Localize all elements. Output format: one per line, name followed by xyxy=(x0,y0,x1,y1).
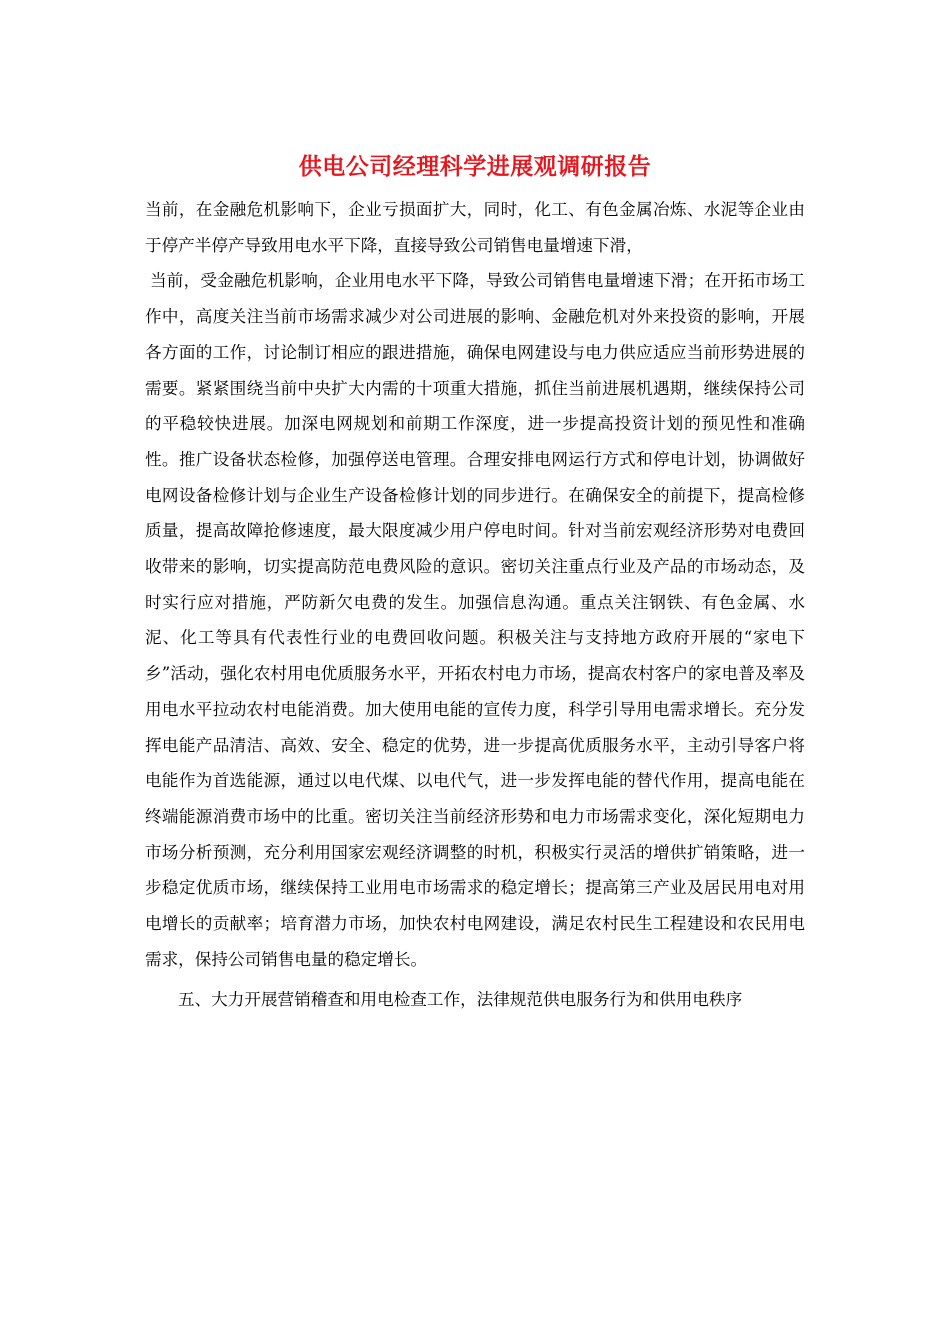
document-body xyxy=(145,192,805,1018)
paragraph-2: 当前，受金融危机影响，企业用电水平下降，导致公司销售电量增速下滑；在开拓市场工作中，高度关注当前市场需求减少对公司进展的影响、金融危机对外来投资的影响，开展各方面的工作，讨论制订相应的跟进措施，确保电网建设与电力供应适应当前形势进展的需要。紧紧围绕当前中央扩大内需的十项重大措施，抓住当前进展机遇期，继续保持公司的平稳较快进展。加深电网规划和前期工作深度，进一步提高投资计划的预见性和准确性。推广设备状态检修，加强停送电管理。合理安排电网运行方式和停电计划，协调做好电网设备检修计划与企业生产设备检修计划的同步进行。在确保安全的前提下，提高检修质量，提高故障抢修速度，最大限度减少用户停电时间。针对当前宏观经济形势对电费回收带来的影响，切实提高防范电费风险的意识。密切关注重点行业及产品的市场动态，及时实行应对措施，严防新欠电费的发生。加强信息沟通。重点关注钢铁、有色金属、水泥、化工等具有代表性行业的电费回收问题。积极关注与支持地方政府开展的“家电下乡”活动，强化农村用电优质服务水平，开拓农村电力市场，提高农村客户的家电普及率及用电水平拉动农村电能消费。加大使用电能的宣传力度，科学引导用电需求增长。充分发挥电能产品清洁、高效、安全、稳定的优势，进一步提高优质服务水平，主动引导客户将电能作为首选能源，通过以电代煤、以电代气，进一步发挥电能的替代作用，提高电能在终端能源消费市场中的比重。密切关注当前经济形势和电力市场需求变化，深化短期电力市场分析预测，充分利用国家宏观经济调整的时机，积极实行灵活的增供扩销策略，进一步稳定优质市场，继续保持工业用电市场需求的稳定增长；提高第三产业及居民用电对用电增长的贡献率；培育潜力市场，加快农村电网建设，满足农村民生工程建设和农民用电需求，保持公司销售电量的稳定增长。 xyxy=(145,271,805,969)
document-title: 供电公司经理科学进展观调研报告 xyxy=(298,153,652,180)
paragraph-1: 当前，在金融危机影响下，企业亏损面扩大，同时，化工、有色金属冶炼、水泥等企业由于停产半停产导致用电水平下降，直接导致公司销售电量增速下滑， xyxy=(145,200,805,255)
paragraph-3-section-heading: 五、大力开展营销稽查和用电检查工作，法律规范供电服务行为和供用电秩序 xyxy=(178,990,743,1010)
